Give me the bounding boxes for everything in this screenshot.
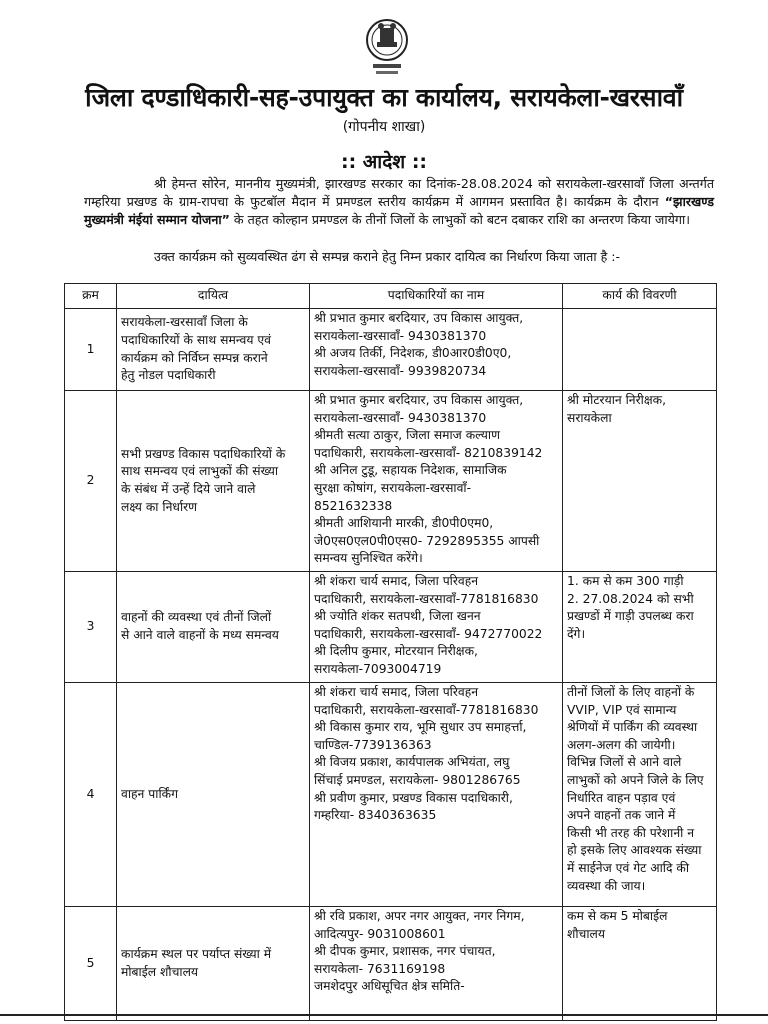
row-serial: 1 — [65, 309, 117, 391]
officers-cell-line: श्री अनिल टुडू, सहायक निदेशक, सामाजिक — [314, 463, 507, 478]
row-serial: 4 — [65, 683, 117, 907]
officers-cell-line: श्री ज्योति शंकर सतपथी, जिला खनन — [314, 609, 481, 624]
officers-cell-line: सरायकेला-7093004719 — [314, 661, 442, 676]
duty-cell — [117, 683, 310, 907]
officers-cell — [310, 309, 563, 391]
details-cell-line: में साईनेज एवं गेट आदि की — [567, 860, 690, 875]
row-serial: 3 — [65, 572, 117, 683]
order-title: :: आदेश :: — [340, 151, 428, 173]
details-cell-line: निर्धारित वाहन पड़ाव एवं — [567, 790, 676, 805]
details-cell-line: तीनों जिलों के लिए वाहनों के — [567, 685, 695, 699]
officers-cell-line: श्री शंकरा चार्य समाद, जिला परिवहन — [314, 574, 479, 588]
duty-cell — [117, 572, 310, 683]
table-header-row — [65, 284, 717, 309]
details-cell-line: VVIP, VIP एवं सामान्य — [567, 702, 677, 717]
officers-cell-line: श्री विकास कुमार राय, भूमि सुधार उप समाहर्त्ता, — [314, 720, 527, 735]
duty-cell-line: कार्यक्रम को निर्विघ्न सम्पन्न कराने — [121, 350, 268, 365]
officers-cell-line: चाण्डिल-7739136363 — [314, 737, 432, 752]
duty-cell-line: पदाधिकारियों के साथ समन्वय एवं — [121, 332, 271, 347]
officers-cell-line: पदाधिकारी, सरायकेला-खरसावाँ-7781816830 — [314, 591, 539, 606]
officers-cell-line: पदाधिकारी, सरायकेला-खरसावाँ- 9472770022 — [314, 626, 543, 641]
duty-cell — [117, 391, 310, 572]
duty-cell-line: सभी प्रखण्ड विकास पदाधिकारियों के — [121, 446, 286, 461]
office-title: जिला दण्डाधिकारी-सह-उपायुक्त का कार्यालय, सरायकेला-खरसावाँ — [85, 83, 683, 112]
officers-cell-line: श्री दीपक कुमार, प्रशासक, नगर पंचायत, — [314, 944, 496, 959]
state-emblem-icon — [363, 14, 411, 78]
intro-paragraph-2: उक्त कार्यक्रम को सुव्यवस्थित ढंग से सम्पन्न कराने हेतु निम्न प्रकार दायित्व का निर्धारण किया जाता है :- — [154, 249, 621, 264]
details-cell-line: प्रखण्डों में गाड़ी उपलब्ध करा — [567, 609, 694, 624]
duty-cell-line: वाहनों की व्यवस्था एवं तीनों जिलों — [121, 610, 272, 625]
officers-cell-line: श्री दिलीप कुमार, मोटरयान निरीक्षक, — [314, 644, 478, 659]
responsibility-table — [64, 283, 717, 1021]
officers-cell-line: श्री प्रवीण कुमार, प्रखण्ड विकास पदाधिकारी, — [314, 790, 513, 805]
duty-cell-line: के संबंध में उन्हें दिये जाने वाले — [121, 482, 256, 496]
officers-cell-line: श्री रवि प्रकाश, अपर नगर आयुक्त, नगर निगम, — [314, 909, 525, 923]
table-row — [65, 391, 717, 572]
details-cell-line: विभिन्न जिलों से आने वाले — [567, 755, 682, 770]
details-cell-line: किसी भी तरह की परेशानी न — [567, 825, 695, 840]
table-row — [65, 309, 717, 391]
table-row — [65, 683, 717, 907]
details-cell-line: अलग-अलग की जायेगी। — [567, 737, 676, 752]
officers-cell-line: श्रीमती सत्या ठाकुर, जिला समाज कल्याण — [314, 428, 500, 443]
officers-cell-line: पदाधिकारी, सरायकेला-खरसावाँ-7781816830 — [314, 702, 539, 717]
intro-paragraph: श्री हेमन्त सोरेन, माननीय मुख्यमंत्री, झारखण्ड सरकार का दिनांक-28.08.2024 को सरायकेला-खरसावाँ जिला अन्तर्गत गम्हरिया प्रखण्ड के ग्राम-रापचा के फुटबॉल मैदान में प्रमण्डल स्तरीय कार्यक्रम में आगमन प्रस्तावित है। कार्यक्रम के दौरान “झारखण्ड मुख्यमंत्री मंईयां सम्मान योजना” के तहत कोल्हान प्रमण्डल के तीनों जिलों के लाभुकों को बटन दबाकर राशि का अन्तरण किया जायेगा। — [84, 176, 714, 227]
duty-cell-line: सरायकेला-खरसावाँ जिला के — [121, 315, 248, 330]
duty-cell-line: लक्ष्य का निर्धारण — [121, 499, 198, 514]
duty-cell-line: साथ समन्वय एवं लाभुकों की संख्या — [121, 464, 279, 479]
duty-cell-line: से आने वाले वाहनों के मध्य समन्वय — [121, 628, 279, 642]
header-serial: क्रम — [65, 284, 117, 309]
officers-cell — [310, 572, 563, 683]
officers-cell-line: श्री शंकरा चार्य समाद, जिला परिवहन — [314, 685, 479, 699]
officers-cell-line: पदाधिकारी, सरायकेला-खरसावाँ- 8210839142 — [314, 445, 543, 460]
officers-cell-line: सरायकेला- 7631169198 — [314, 961, 446, 976]
officers-cell-line: 8521632338 — [314, 498, 393, 513]
details-cell-line: लाभुकों को अपने जिले के लिए — [567, 772, 704, 787]
duty-cell-line: मोबाईल शौचालय — [121, 964, 199, 979]
branch-subtitle: (गोपनीय शाखा) — [342, 119, 426, 135]
officers-cell — [310, 391, 563, 572]
details-cell-line: अपने वाहनों तक जाने में — [567, 808, 676, 823]
officers-cell-line: सरायकेला-खरसावाँ- 9430381370 — [314, 410, 487, 425]
details-cell — [563, 907, 717, 1021]
duty-cell-line: हेतु नोडल पदाधिकारी — [121, 368, 216, 383]
table-row — [65, 572, 717, 683]
details-cell — [563, 683, 717, 907]
officers-cell-line: सिंचाई प्रमण्डल, सरायकेला- 9801286765 — [314, 772, 521, 787]
officers-cell-line: श्रीमती आशियानी मारकी, डी0पी0एम0, — [314, 516, 494, 531]
duty-cell-line: वाहन पार्किंग — [121, 786, 179, 801]
officers-cell-line: जे0एस0एल0पी0एस0- 7292895355 आपसी — [314, 533, 540, 548]
officers-cell — [310, 683, 563, 907]
duty-cell-line: कार्यक्रम स्थल पर पर्याप्त संख्या में — [121, 946, 272, 961]
details-cell-line: देंगे। — [567, 626, 586, 641]
officers-cell-line: श्री अजय तिर्की, निदेशक, डी0आर0डी0ए0, — [314, 346, 512, 361]
officers-cell-line: श्री विजय प्रकाश, कार्यपालक अभियंता, लघु — [314, 755, 510, 770]
details-cell-line: शौचालय — [567, 926, 606, 941]
officers-cell-line: श्री प्रभात कुमार बरदियार, उप विकास आयुक्त, — [314, 311, 524, 325]
officers-cell-line: गम्हरिया- 8340363635 — [314, 808, 437, 823]
officers-cell-line: आदित्यपुर- 9031008601 — [314, 926, 446, 941]
header-duty: दायित्व — [117, 284, 310, 309]
details-cell-line: 1. कम से कम 300 गाड़ी — [567, 574, 684, 588]
officers-cell-line: समन्वय सुनिश्चित करेंगे। — [314, 551, 423, 566]
table-row — [65, 907, 717, 1021]
duty-cell — [117, 907, 310, 1021]
officers-cell — [310, 907, 563, 1021]
officers-cell-line: सरायकेला-खरसावाँ- 9939820734 — [314, 363, 487, 378]
details-cell — [563, 572, 717, 683]
details-cell-line: हो इसके लिए आवश्यक संख्या — [567, 843, 702, 858]
page-bottom-rule — [0, 1014, 768, 1016]
header-officers: पदाधिकारियों का नाम — [310, 284, 563, 309]
officers-cell-line: सुरक्षा कोषांग, सरायकेला-खरसावाँ- — [314, 480, 472, 495]
officers-cell-line: श्री प्रभात कुमार बरदियार, उप विकास आयुक्त, — [314, 393, 524, 407]
details-cell — [563, 309, 717, 391]
details-cell-line: श्री मोटरयान निरीक्षक, — [567, 393, 667, 407]
details-cell-line: व्यवस्था की जाय। — [567, 878, 646, 893]
details-cell-line: श्रेणियों में पार्किंग की व्यवस्था — [567, 720, 698, 735]
details-cell-line: 2. 27.08.2024 को सभी — [567, 591, 694, 606]
officers-cell-line: सरायकेला-खरसावाँ- 9430381370 — [314, 328, 487, 343]
row-serial: 2 — [65, 391, 117, 572]
row-serial: 5 — [65, 907, 117, 1021]
scheme-name: “झारखण्ड मुख्यमंत्री मंईयां सम्मान योजना” — [84, 194, 714, 227]
details-cell-line: सरायकेला — [567, 410, 612, 425]
duty-cell — [117, 309, 310, 391]
officers-cell-line: जमशेदपुर अधिसूचित क्षेत्र समिति- — [314, 979, 465, 994]
header-details: कार्य की विवरणी — [563, 284, 717, 309]
details-cell-line: कम से कम 5 मोबाईल — [567, 909, 668, 923]
details-cell — [563, 391, 717, 572]
